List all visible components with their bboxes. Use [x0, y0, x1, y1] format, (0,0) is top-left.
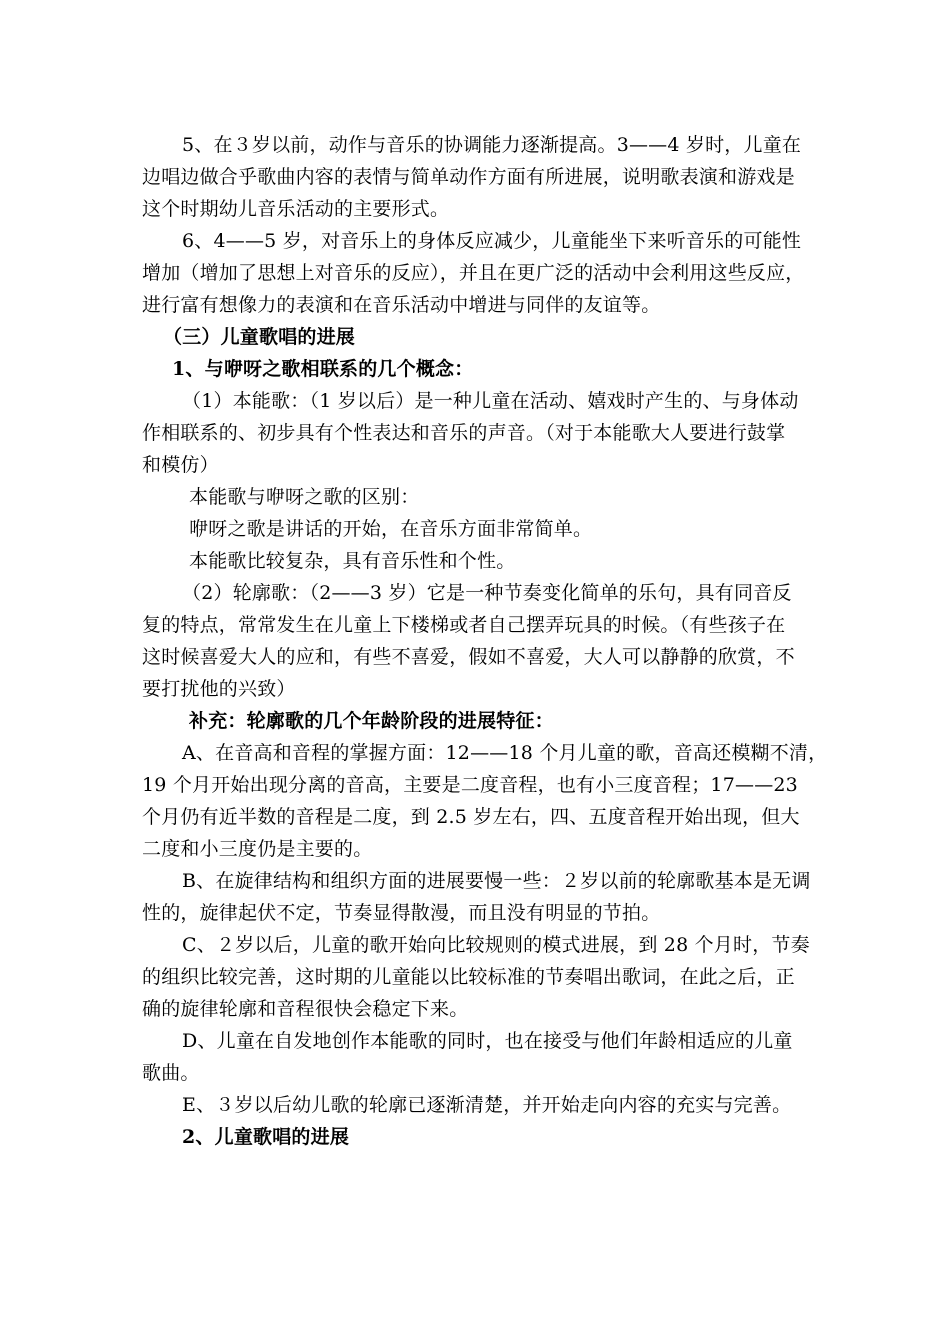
outline-song-line-4: 要打扰他的兴致） [142, 678, 296, 700]
instinct-song-line-2: 作相联系的、初步具有个性表达和音乐的声音。（对于本能歌大人要进行鼓掌 [142, 422, 786, 444]
supplement-heading: 补充：轮廓歌的几个年龄阶段的进展特征： [189, 710, 554, 732]
difference-babble: 咿呀之歌是讲话的开始，在音乐方面非常简单。 [189, 518, 593, 540]
item-a-line-1: A、在音高和音程的掌握方面：12——18 个月儿童的歌，音高还模糊不清， [182, 742, 828, 764]
paragraph-6-line-1: 6、4——5 岁，对音乐上的身体反应减少，儿童能坐下来听音乐的可能性 [182, 230, 802, 252]
item-b-line-1: B、在旋律结构和组织方面的进展要慢一些：２岁以前的轮廓歌基本是无调 [182, 870, 811, 892]
item-c-line-3: 确的旋律轮廓和音程很快会稳定下来。 [142, 998, 469, 1020]
paragraph-5-line-2: 边唱边做合乎歌曲内容的表情与简单动作方面有所进展，说明歌表演和游戏是 [142, 166, 795, 188]
item-a-line-4: 二度和小三度仍是主要的。 [142, 838, 373, 860]
item-d-line-1: D、儿童在自发地创作本能歌的同时，也在接受与他们年龄相适应的儿童 [182, 1030, 793, 1052]
outline-song-line-1: （2）轮廓歌：（2——3 岁）它是一种节奏变化简单的乐句，具有同音反 [182, 582, 792, 604]
item-c-line-2: 的组织比较完善，这时期的儿童能以比较标准的节奏唱出歌词，在此之后，正 [142, 966, 795, 988]
subheading-1: 1、与咿呀之歌相联系的几个概念： [172, 358, 474, 380]
paragraph-5-line-3: 这个时期幼儿音乐活动的主要形式。 [142, 198, 450, 220]
instinct-song-line-3: 和模仿） [142, 454, 219, 476]
item-a-line-2: 19 个月开始出现分离的音高，主要是二度音程，也有小三度音程；17——23 [142, 774, 798, 796]
paragraph-6-line-2: 增加（增加了思想上对音乐的反应），并且在更广泛的活动中会利用这些反应， [142, 262, 805, 284]
item-c-line-1: C、２岁以后，儿童的歌开始向比较规则的模式进展，到 28 个月时，节奏 [182, 934, 810, 956]
paragraph-6-line-3: 进行富有想像力的表演和在音乐活动中增进与同伴的友谊等。 [142, 294, 661, 316]
outline-song-line-2: 复的特点，常常发生在儿童上下楼梯或者自己摆弄玩具的时候。（有些孩子在 [142, 614, 786, 636]
item-e-line-1: E、３岁以后幼儿歌的轮廓已逐渐清楚，并开始走向内容的充实与完善。 [182, 1094, 792, 1116]
item-a-line-3: 个月仍有近半数的音程是二度，到 2.5 岁左右，四、五度音程开始出现，但大 [142, 806, 800, 828]
difference-instinct: 本能歌比较复杂，具有音乐性和个性。 [189, 550, 516, 572]
subheading-2: 2、儿童歌唱的进展 [182, 1126, 350, 1148]
paragraph-5-line-1: 5、在３岁以前，动作与音乐的协调能力逐渐提高。3——4 岁时，儿童在 [182, 134, 802, 156]
instinct-song-line-1: （1）本能歌：（1 岁以后）是一种儿童在活动、嬉戏时产生的、与身体动 [182, 390, 799, 412]
outline-song-line-3: 这时候喜爱大人的应和，有些不喜爱，假如不喜爱，大人可以静静的欣赏，不 [142, 646, 795, 668]
section-heading: （三）儿童歌唱的进展 [163, 326, 356, 348]
item-d-line-2: 歌曲。 [142, 1062, 200, 1084]
difference-intro: 本能歌与咿呀之歌的区别： [189, 486, 420, 508]
item-b-line-2: 性的，旋律起伏不定，节奏显得散漫，而且没有明显的节拍。 [142, 902, 661, 924]
